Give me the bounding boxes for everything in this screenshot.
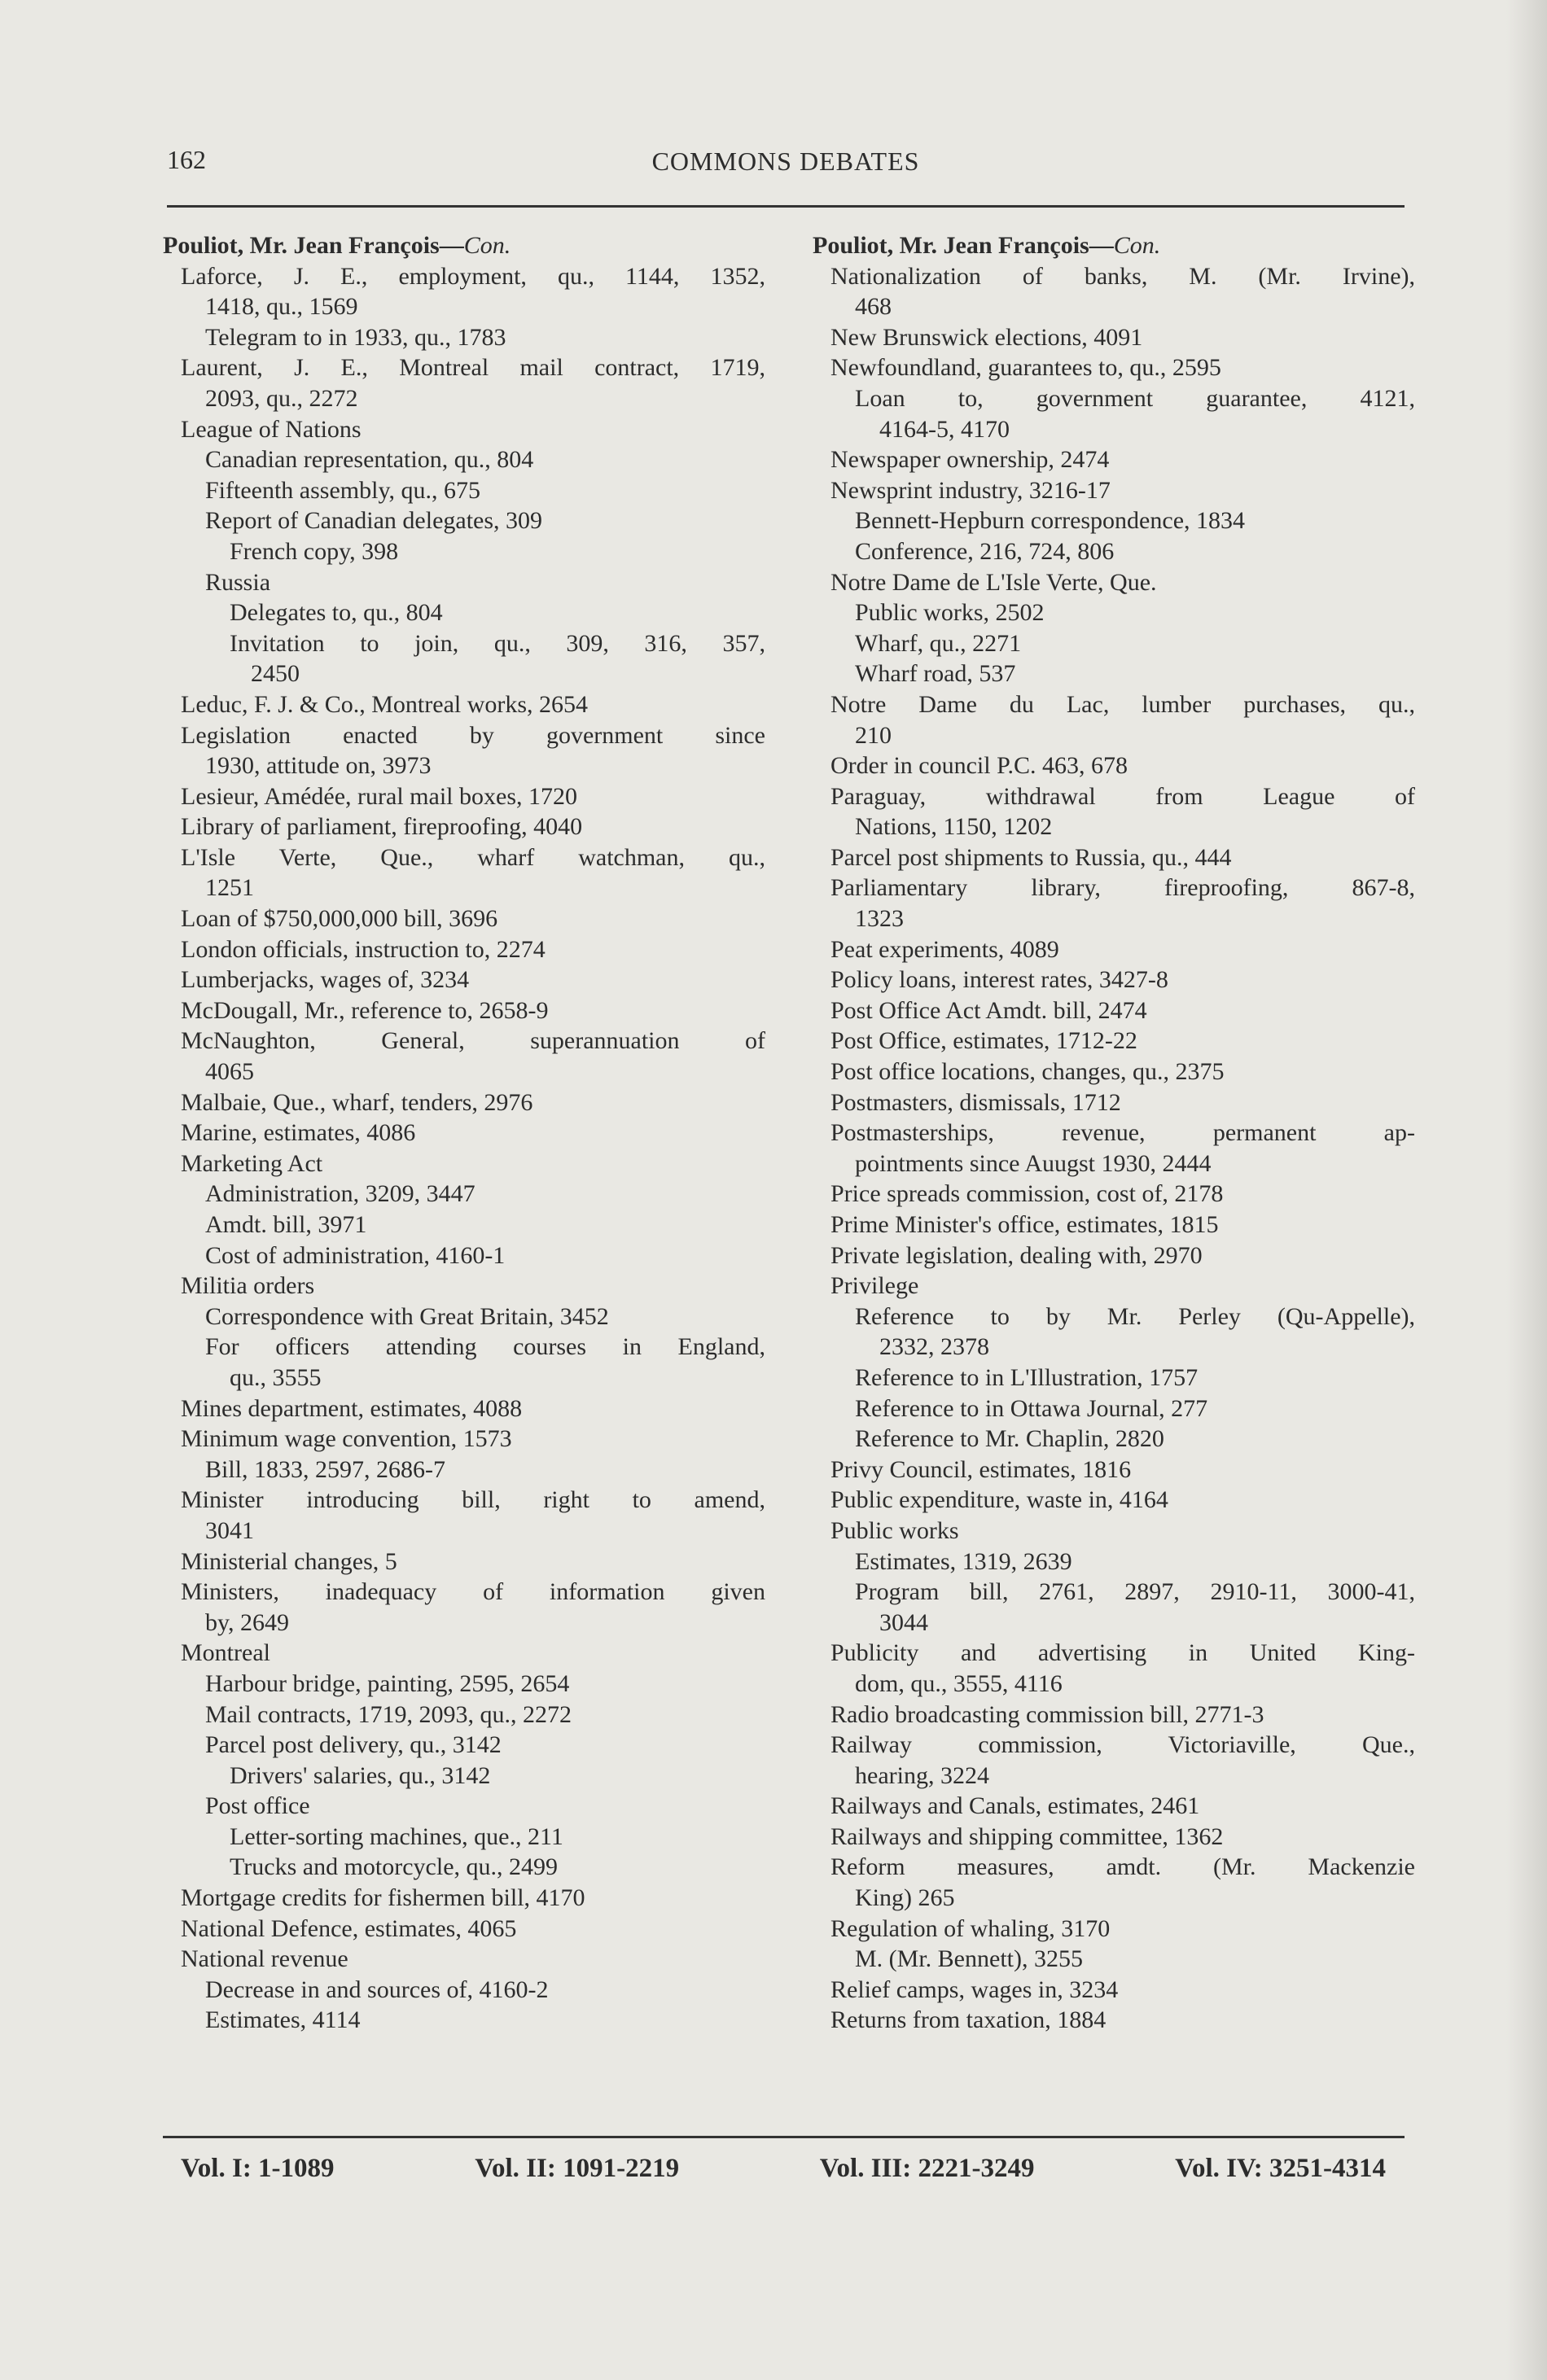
index-heading <box>813 230 1415 261</box>
entry-text: Post Office Act Amdt. bill, 2474 <box>830 996 1147 1024</box>
index-entry <box>163 1944 765 1975</box>
index-entry <box>813 261 1415 292</box>
index-entry <box>163 934 765 965</box>
index-entry <box>813 1302 1415 1332</box>
entry-text: 3041 <box>205 1516 254 1544</box>
index-entry <box>813 1455 1415 1485</box>
index-entry <box>163 1547 765 1577</box>
entry-text: Price spreads commission, cost of, 2178 <box>830 1180 1224 1208</box>
entry-text: Laforce, J. E., employment, qu., 1144, 1352, <box>181 262 765 290</box>
index-entry <box>813 1148 1415 1179</box>
index-entry <box>813 475 1415 506</box>
entry-text: Public works, 2502 <box>855 599 1045 627</box>
entry-text: Library of parliament, fireproofing, 4040 <box>181 813 583 841</box>
index-entry <box>813 1516 1415 1547</box>
index-entry <box>813 1087 1415 1118</box>
index-entry <box>163 1914 765 1945</box>
entry-text: Harbour bridge, painting, 2595, 2654 <box>205 1669 570 1697</box>
index-entry <box>163 1608 765 1638</box>
index-entry <box>813 1638 1415 1669</box>
index-entry <box>163 781 765 812</box>
index-entry <box>813 1363 1415 1393</box>
index-entry <box>813 1822 1415 1853</box>
entry-text: Radio broadcasting commission bill, 2771-3 <box>830 1700 1264 1728</box>
index-entry <box>163 414 765 445</box>
index-entry <box>813 1608 1415 1638</box>
index-entry <box>163 505 765 536</box>
entry-text: Cost of administration, 4160-1 <box>205 1241 506 1269</box>
entry-text: Conference, 216, 724, 806 <box>855 537 1115 565</box>
entry-text: Order in council P.C. 463, 678 <box>830 752 1128 780</box>
index-entry <box>813 383 1415 414</box>
page-header <box>167 145 1405 186</box>
entry-text: Private legislation, dealing with, 2970 <box>830 1241 1203 1269</box>
entry-text: Report of Canadian delegates, 309 <box>205 507 543 535</box>
index-entry <box>813 1791 1415 1822</box>
index-entry <box>163 1087 765 1118</box>
entry-text: Publicity and advertising in United King- <box>830 1639 1415 1667</box>
index-entry <box>163 1210 765 1240</box>
index-entry <box>163 1485 765 1516</box>
entry-text: 1930, attitude on, 3973 <box>205 752 432 780</box>
entry-text: Public works <box>830 1516 959 1544</box>
index-entry <box>163 720 765 751</box>
index-entry <box>813 2005 1415 2036</box>
index-entry <box>163 965 765 995</box>
entry-text: 2450 <box>251 660 300 688</box>
index-entry <box>163 903 765 934</box>
index-entry <box>163 873 765 903</box>
index-entry <box>813 965 1415 995</box>
index-entry <box>813 873 1415 903</box>
index-entry <box>813 1761 1415 1792</box>
index-entry <box>163 1332 765 1363</box>
index-entry <box>163 1026 765 1057</box>
entry-text: Malbaie, Que., wharf, tenders, 2976 <box>181 1088 533 1116</box>
index-entry <box>163 1669 765 1700</box>
entry-text: dom, qu., 3555, 4116 <box>855 1669 1063 1697</box>
index-entry <box>813 628 1415 659</box>
entry-text: Bill, 1833, 2597, 2686-7 <box>205 1455 446 1483</box>
entry-text: Militia orders <box>181 1272 315 1300</box>
entry-text: Amdt. bill, 3971 <box>205 1211 367 1238</box>
entry-text: Estimates, 4114 <box>205 2006 361 2034</box>
entry-text: Reference to in Ottawa Journal, 277 <box>855 1394 1208 1422</box>
entry-text: Reference to in L'Illustration, 1757 <box>855 1363 1199 1391</box>
index-entry <box>813 1669 1415 1700</box>
entry-text: Correspondence with Great Britain, 3452 <box>205 1302 609 1330</box>
index-heading <box>163 230 765 261</box>
index-entry <box>163 1148 765 1179</box>
index-entry <box>813 1118 1415 1148</box>
entry-text: qu., 3555 <box>230 1363 322 1391</box>
entry-text: 3044 <box>879 1608 928 1636</box>
entry-text: McDougall, Mr., reference to, 2658-9 <box>181 996 549 1024</box>
index-entry <box>813 781 1415 812</box>
entry-text: Mail contracts, 1719, 2093, qu., 2272 <box>205 1700 572 1728</box>
entry-text: Russia <box>205 568 271 596</box>
index-entry <box>813 1057 1415 1087</box>
index-entry <box>813 444 1415 475</box>
entry-text: Railway commission, Victoriaville, Que., <box>830 1731 1415 1759</box>
entry-text: Post office locations, changes, qu., 2375 <box>830 1058 1225 1086</box>
index-entry <box>163 628 765 659</box>
volume-range: Vol. IV: 3251-4314 <box>1175 2154 1386 2183</box>
index-entry <box>163 322 765 353</box>
index-entry <box>163 1424 765 1455</box>
index-entry <box>813 1026 1415 1057</box>
index-entry <box>813 567 1415 598</box>
entry-text: Newsprint industry, 3216-17 <box>830 476 1111 504</box>
index-entry <box>813 1271 1415 1302</box>
volume-footer <box>181 2154 1386 2184</box>
entry-text: Marketing Act <box>181 1149 323 1177</box>
index-entry <box>813 995 1415 1026</box>
index-entry <box>813 322 1415 353</box>
entry-text: Lumberjacks, wages of, 3234 <box>181 966 470 994</box>
index-entry <box>813 1547 1415 1577</box>
header-rule <box>167 205 1405 208</box>
entry-text: Peat experiments, 4089 <box>830 935 1059 963</box>
index-entry <box>163 597 765 628</box>
index-entry <box>163 842 765 873</box>
index-entry <box>813 1852 1415 1883</box>
entry-text: Canadian representation, qu., 804 <box>205 446 534 474</box>
index-entry <box>813 1914 1415 1945</box>
index-entry <box>163 475 765 506</box>
index-entry <box>163 750 765 781</box>
entry-text: hearing, 3224 <box>855 1761 989 1789</box>
entry-text: Decrease in and sources of, 4160-2 <box>205 1975 549 2003</box>
entry-text: 4065 <box>205 1058 254 1086</box>
index-entry <box>163 2005 765 2036</box>
index-entry <box>813 842 1415 873</box>
volume-range: Vol. II: 1091-2219 <box>475 2154 680 2183</box>
index-entry <box>163 1883 765 1914</box>
entry-text: Post office <box>205 1792 310 1820</box>
entry-text: Notre Dame du Lac, lumber purchases, qu., <box>830 690 1415 718</box>
entry-text: pointments since Auugst 1930, 2444 <box>855 1149 1212 1177</box>
continued-marker: Con. <box>463 232 511 259</box>
index-entry <box>163 658 765 689</box>
entry-text: National Defence, estimates, 4065 <box>181 1914 517 1942</box>
footer-rule <box>163 2136 1405 2138</box>
entry-text: Letter-sorting machines, que., 211 <box>230 1822 563 1850</box>
index-column-left <box>163 230 765 2036</box>
entry-text: For officers attending courses in England, <box>205 1333 765 1361</box>
entry-text: Loan to, government guarantee, 4121, <box>855 384 1415 412</box>
index-entry <box>163 1638 765 1669</box>
entry-text: 1251 <box>205 874 254 902</box>
entry-text: Wharf road, 537 <box>855 660 1016 688</box>
entry-text: Ministerial changes, 5 <box>181 1547 397 1575</box>
entry-text: Newfoundland, guarantees to, qu., 2595 <box>830 354 1221 382</box>
index-entry <box>813 1883 1415 1914</box>
volume-range: Vol. III: 2221-3249 <box>819 2154 1035 2183</box>
index-entry <box>163 1057 765 1087</box>
entry-text: Estimates, 1319, 2639 <box>855 1547 1072 1575</box>
index-entry <box>813 812 1415 842</box>
index-entry <box>163 567 765 598</box>
index-entry <box>163 1822 765 1853</box>
entry-text: 468 <box>855 293 892 321</box>
entry-text: Montreal <box>181 1639 270 1667</box>
index-entry <box>813 720 1415 751</box>
index-entry <box>163 1730 765 1761</box>
entry-text: 1323 <box>855 905 904 933</box>
entry-text: 4164-5, 4170 <box>879 415 1010 443</box>
entry-text: M. (Mr. Bennett), 3255 <box>855 1945 1083 1973</box>
index-entry <box>813 1332 1415 1363</box>
index-entry <box>813 1975 1415 2006</box>
entry-text: Invitation to join, qu., 309, 316, 357, <box>230 629 765 657</box>
entry-text: 2093, qu., 2272 <box>205 384 358 412</box>
entry-text: London officials, instruction to, 2274 <box>181 935 546 963</box>
index-entry <box>163 812 765 842</box>
index-entry <box>813 1700 1415 1730</box>
index-entry <box>163 1975 765 2006</box>
entry-text: French copy, 398 <box>230 537 399 565</box>
entry-text: Minimum wage convention, 1573 <box>181 1425 512 1453</box>
index-entry <box>813 903 1415 934</box>
volume-range: Vol. I: 1-1089 <box>181 2154 335 2183</box>
entry-text: Railways and Canals, estimates, 2461 <box>830 1792 1200 1820</box>
page-edge-shadow <box>1506 0 1547 2380</box>
index-entry <box>813 1424 1415 1455</box>
entry-text: 2332, 2378 <box>879 1333 989 1361</box>
index-entry <box>163 1240 765 1271</box>
index-entry <box>163 261 765 292</box>
entry-text: Mortgage credits for fishermen bill, 4170 <box>181 1884 585 1912</box>
index-entry <box>163 1577 765 1608</box>
entry-text: Public expenditure, waste in, 4164 <box>830 1486 1168 1514</box>
entry-text: Minister introducing bill, right to amend, <box>181 1486 765 1514</box>
index-entry <box>163 1761 765 1792</box>
index-entry <box>813 934 1415 965</box>
entry-text: Telegram to in 1933, qu., 1783 <box>205 323 506 351</box>
index-column-right <box>813 230 1415 2036</box>
entry-text: by, 2649 <box>205 1608 290 1636</box>
index-entry <box>163 1791 765 1822</box>
entry-text: Pouliot, Mr. Jean François— <box>813 232 1114 259</box>
index-entry <box>813 658 1415 689</box>
running-title: COMMONS DEBATES <box>651 147 920 176</box>
entry-text: Drivers' salaries, qu., 3142 <box>230 1761 491 1789</box>
index-entry <box>813 1240 1415 1271</box>
entry-text: Relief camps, wages in, 3234 <box>830 1975 1119 2003</box>
index-entry <box>813 1485 1415 1516</box>
index-entry <box>163 1302 765 1332</box>
entry-text: Nationalization of banks, M. (Mr. Irvine), <box>830 262 1415 290</box>
index-entry <box>163 291 765 322</box>
entry-text: Parcel post shipments to Russia, qu., 444 <box>830 843 1232 871</box>
index-entry <box>813 291 1415 322</box>
index-entry <box>813 1210 1415 1240</box>
index-entry <box>163 1118 765 1148</box>
entry-text: Wharf, qu., 2271 <box>855 629 1022 657</box>
index-entry <box>163 536 765 567</box>
index-entry <box>163 444 765 475</box>
entry-text: Pouliot, Mr. Jean François— <box>163 232 464 259</box>
entry-text: 1418, qu., 1569 <box>205 293 358 321</box>
index-entry <box>813 536 1415 567</box>
entry-text: Administration, 3209, 3447 <box>205 1180 475 1208</box>
index-entry <box>813 689 1415 720</box>
entry-text: Reform measures, amdt. (Mr. Mackenzie <box>830 1853 1415 1881</box>
index-entry <box>163 352 765 383</box>
entry-text: Returns from taxation, 1884 <box>830 2006 1107 2034</box>
entry-text: Railways and shipping committee, 1362 <box>830 1822 1224 1850</box>
entry-text: Postmasterships, revenue, permanent ap- <box>830 1119 1415 1147</box>
entry-text: League of Nations <box>181 415 362 443</box>
entry-text: Reference to Mr. Chaplin, 2820 <box>855 1425 1164 1453</box>
index-entry <box>813 1179 1415 1210</box>
entry-text: 210 <box>855 721 892 749</box>
index-entry <box>813 597 1415 628</box>
index-entry <box>163 1455 765 1485</box>
index-entry <box>813 352 1415 383</box>
entry-text: Paraguay, withdrawal from League of <box>830 782 1415 810</box>
entry-text: Marine, estimates, 4086 <box>181 1119 416 1147</box>
index-entry <box>813 750 1415 781</box>
index-entry <box>163 1271 765 1302</box>
index-entry <box>813 1577 1415 1608</box>
entry-text: Program bill, 2761, 2897, 2910-11, 3000-41, <box>855 1578 1415 1606</box>
entry-text: King) 265 <box>855 1884 955 1912</box>
index-entry <box>163 383 765 414</box>
entry-text: Regulation of whaling, 3170 <box>830 1914 1111 1942</box>
index-entry <box>163 689 765 720</box>
entry-text: Fifteenth assembly, qu., 675 <box>205 476 481 504</box>
entry-text: Mines department, estimates, 4088 <box>181 1394 523 1422</box>
entry-text: Ministers, inadequacy of information given <box>181 1578 765 1606</box>
index-entry <box>813 1393 1415 1424</box>
index-entry <box>163 1179 765 1210</box>
entry-text: Laurent, J. E., Montreal mail contract, 1719, <box>181 354 765 382</box>
continued-marker: Con. <box>1113 232 1161 259</box>
entry-text: Privy Council, estimates, 1816 <box>830 1455 1132 1483</box>
index-entry <box>163 1516 765 1547</box>
index-entry <box>163 1363 765 1393</box>
entry-text: Legislation enacted by government since <box>181 721 765 749</box>
entry-text: Nations, 1150, 1202 <box>855 813 1053 841</box>
index-entry <box>163 1393 765 1424</box>
entry-text: McNaughton, General, superannuation of <box>181 1027 765 1055</box>
entry-text: Postmasters, dismissals, 1712 <box>830 1088 1121 1116</box>
index-entry <box>163 1852 765 1883</box>
page-number: 162 <box>167 145 206 174</box>
entry-text: Notre Dame de L'Isle Verte, Que. <box>830 568 1157 596</box>
entry-text: Post Office, estimates, 1712-22 <box>830 1027 1137 1055</box>
entry-text: Privilege <box>830 1272 919 1300</box>
entry-text: New Brunswick elections, 4091 <box>830 323 1143 351</box>
index-entry <box>163 1700 765 1730</box>
entry-text: Trucks and motorcycle, qu., 2499 <box>230 1853 559 1881</box>
index-entry <box>813 414 1415 445</box>
entry-text: Delegates to, qu., 804 <box>230 599 443 627</box>
entry-text: National revenue <box>181 1945 348 1973</box>
index-entry <box>813 505 1415 536</box>
entry-text: Loan of $750,000,000 bill, 3696 <box>181 905 498 933</box>
entry-text: Policy loans, interest rates, 3427-8 <box>830 966 1168 994</box>
index-entry <box>813 1944 1415 1975</box>
entry-text: Leduc, F. J. & Co., Montreal works, 2654 <box>181 690 589 718</box>
index-entry <box>163 995 765 1026</box>
entry-text: Prime Minister's office, estimates, 1815 <box>830 1211 1219 1238</box>
entry-text: Reference to by Mr. Perley (Qu-Appelle), <box>855 1302 1415 1330</box>
entry-text: Parliamentary library, fireproofing, 867-8, <box>830 874 1415 902</box>
index-entry <box>813 1730 1415 1761</box>
entry-text: Lesieur, Amédée, rural mail boxes, 1720 <box>181 782 577 810</box>
entry-text: Bennett-Hepburn correspondence, 1834 <box>855 507 1246 535</box>
entry-text: L'Isle Verte, Que., wharf watchman, qu., <box>181 843 765 871</box>
entry-text: Parcel post delivery, qu., 3142 <box>205 1731 502 1759</box>
entry-text: Newspaper ownership, 2474 <box>830 446 1110 474</box>
